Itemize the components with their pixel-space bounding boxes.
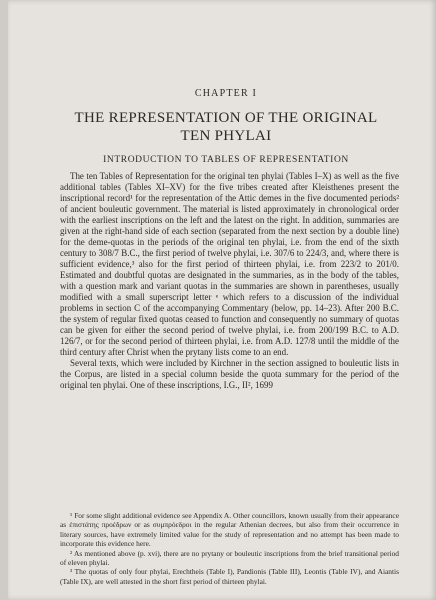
paragraph: Several texts, which were included by Kirchner in the section assigned to bouleutic lists in the Corpus, are listed in a special column beside the quota summary for the period of the original ten phylai. One of these inscriptions, I.G., II², 1699 bbox=[60, 358, 399, 390]
chapter-title bbox=[8, 109, 436, 145]
chapter-title-line-2: TEN PHYLAI bbox=[180, 128, 272, 144]
book-page bbox=[8, 0, 436, 600]
footnote: ¹ For some slight additional evidence see Appendix A. Other councillors, known usually from their appearance as ἐπιστάτης προέδρων or as συμπρόεδροι in the regular Athenian decrees, but also from their occurrence in literary sources, have extremely limited value for the study of representation and no attempt has been made to incorporate this evidence here. bbox=[60, 511, 399, 549]
body-text bbox=[60, 171, 399, 391]
paragraph: The ten Tables of Representation for the original ten phylai (Tables I–X) as well as the five additional tables (Tables XI–XV) for the five tribes created after Kleisthenes present the inscriptional record¹ for the representation of the Attic demes in the five documented periods² of ancient bouleutic government. The material is listed approximately in chronological order with the earliest inscriptions on the left and the latest on the right. In addition, summaries are given at the right-hand side of each section (separated from the next section by a double line) for the deme-quotas in the periods of the original ten phylai, i.e. from the end of the sixth century to 308/7 B.C., the first period of twelve phylai, i.e. 307/6 to 224/3, and, where there is sufficient evidence,³ also for the first period of thirteen phylai, i.e. from 223/2 to 201/0. Estimated and doubtful quotas are designated in the summaries, as in the body of the tables, with a question mark and variant quotas in the summaries are shown in parentheses, usually modified with a small superscript letter ᵉ which refers to a discussion of the individual problems in section C of the accompanying Commentary (below, pp. 14–23). After 200 B.C. the system of regular fixed quotas ceased to function and consequently no summary of quotas can be given for either the second period of twelve phylai, i.e. from 200/199 B.C. to A.D. 126/7, or for the second period of thirteen phylai, i.e. from A.D. 127/8 until the middle of the third century after Christ when the prytany lists come to an end. bbox=[60, 171, 399, 357]
section-subheading: INTRODUCTION TO TABLES OF REPRESENTATION bbox=[103, 155, 349, 165]
chapter-title-line-1: THE REPRESENTATION OF THE ORIGINAL bbox=[74, 110, 378, 126]
footnote: ² As mentioned above (p. xvi), there are no prytany or bouleutic inscriptions from the brief transitional period of eleven phylai. bbox=[60, 548, 399, 568]
footnote: ³ The quotas of only four phylai, Erechtheis (Table I), Pandionis (Table III), Leontis (Table IV), and Aiantis (Table IX), are well attested in the short first period of thirteen phylai. bbox=[60, 567, 399, 586]
chapter-label: CHAPTER I bbox=[194, 88, 258, 99]
footnotes bbox=[60, 511, 399, 586]
